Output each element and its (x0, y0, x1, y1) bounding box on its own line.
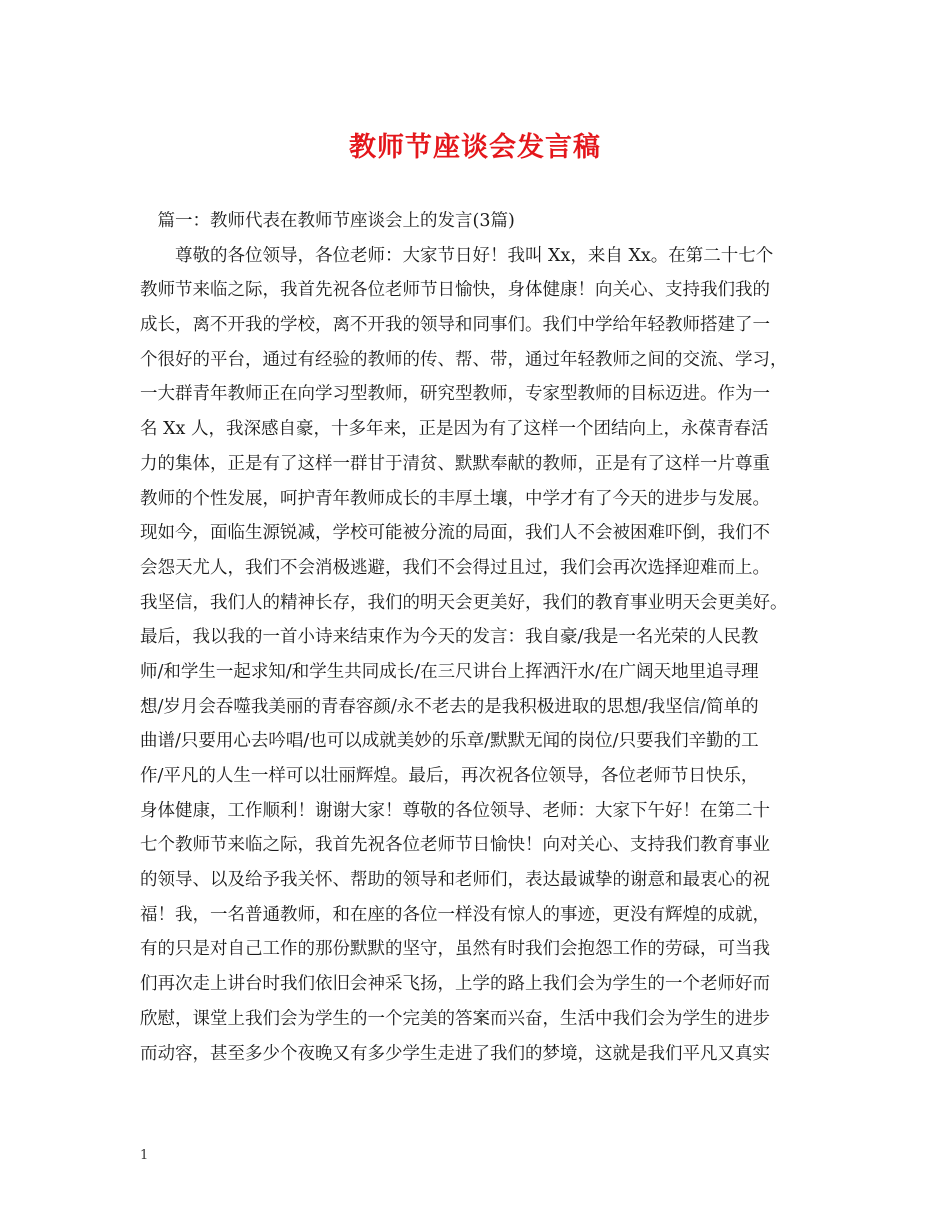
body-line: 作/平凡的人生一样可以壮丽辉煌。最后，再次祝各位领导，各位老师节日快乐， (140, 766, 759, 786)
body-line: 尊敬的各位领导，各位老师：大家节日好！我叫 Xx，来自 Xx。在第二十七个 (140, 245, 774, 266)
body-line: 而动容，甚至多少个夜晚又有多少学生走进了我们的梦境，这就是我们平凡又真实 (140, 1043, 770, 1064)
body-line: 现如今，面临生源锐减，学校可能被分流的局面，我们人不会被困难吓倒，我们不 (140, 523, 770, 544)
body-line: 成长，离不开我的学校，离不开我的领导和同事们。我们中学给年轻教师搭建了一 (140, 315, 770, 336)
body-line: 篇一：教师代表在教师节座谈会上的发言(3篇) (140, 211, 515, 231)
body-line: 欣慰，课堂上我们会为学生的一个完美的答案而兴奋，生活中我们会为学生的进步 (140, 1008, 770, 1029)
document-body (140, 204, 812, 1071)
body-line: 身体健康，工作顺利！谢谢大家！尊敬的各位领导、老师：大家下午好！在第二十 (140, 800, 770, 821)
body-line: 力的集体，正是有了这样一群甘于清贫、默默奉献的教师，正是有了这样一片尊重 (140, 453, 770, 474)
body-line: 个很好的平台，通过有经验的教师的传、帮、带，通过年轻教师之间的交流、学习， (140, 349, 788, 370)
page-number: 1 (140, 1148, 149, 1163)
body-line: 有的只是对自己工作的那份默默的坚守，虽然有时我们会抱怨工作的劳碌，可当我 (140, 939, 770, 960)
body-line: 一大群青年教师正在向学习型教师，研究型教师，专家型教师的目标迈进。作为一 (140, 384, 770, 405)
body-line: 福！我，一名普通教师，和在座的各位一样没有惊人的事迹，更没有辉煌的成就， (140, 904, 770, 925)
body-line: 想/岁月会吞噬我美丽的青春容颜/永不老去的是我积极进取的思想/我坚信/简单的 (140, 696, 759, 717)
body-line: 的领导、以及给予我关怀、帮助的领导和老师们，表达最诚挚的谢意和最衷心的祝 (140, 870, 770, 891)
body-line: 教师的个性发展，呵护青年教师成长的丰厚土壤，中学才有了今天的进步与发展。 (140, 488, 770, 509)
body-line: 师/和学生一起求知/和学生共同成长/在三尺讲台上挥洒汗水/在广阔天地里追寻理 (140, 661, 759, 682)
body-line: 名 Xx 人，我深感自豪，十多年来，正是因为有了这样一个团结向上，永葆青春活 (140, 419, 769, 440)
body-line: 曲谱/只要用心去吟唱/也可以成就美妙的乐章/默默无闻的岗位/只要我们辛勤的工 (140, 731, 759, 752)
body-line: 最后，我以我的一首小诗来结束作为今天的发言：我自豪/我是一名光荣的人民教 (140, 627, 759, 648)
body-line: 会怨天尤人，我们不会消极逃避，我们不会得过且过，我们会再次选择迎难而上。 (140, 557, 770, 578)
body-line: 我坚信，我们人的精神长存，我们的明天会更美好，我们的教育事业明天会更美好。 (140, 592, 788, 613)
document-title: 教师节座谈会发言稿 (349, 132, 601, 163)
body-line: 七个教师节来临之际，我首先祝各位老师节日愉快！向对关心、支持我们教育事业 (140, 835, 770, 856)
body-line: 们再次走上讲台时我们依旧会神采飞扬，上学的路上我们会为学生的一个老师好而 (140, 974, 770, 995)
body-line: 教师节来临之际，我首先祝各位老师节日愉快，身体健康！向关心、支持我们我的 (140, 280, 770, 301)
